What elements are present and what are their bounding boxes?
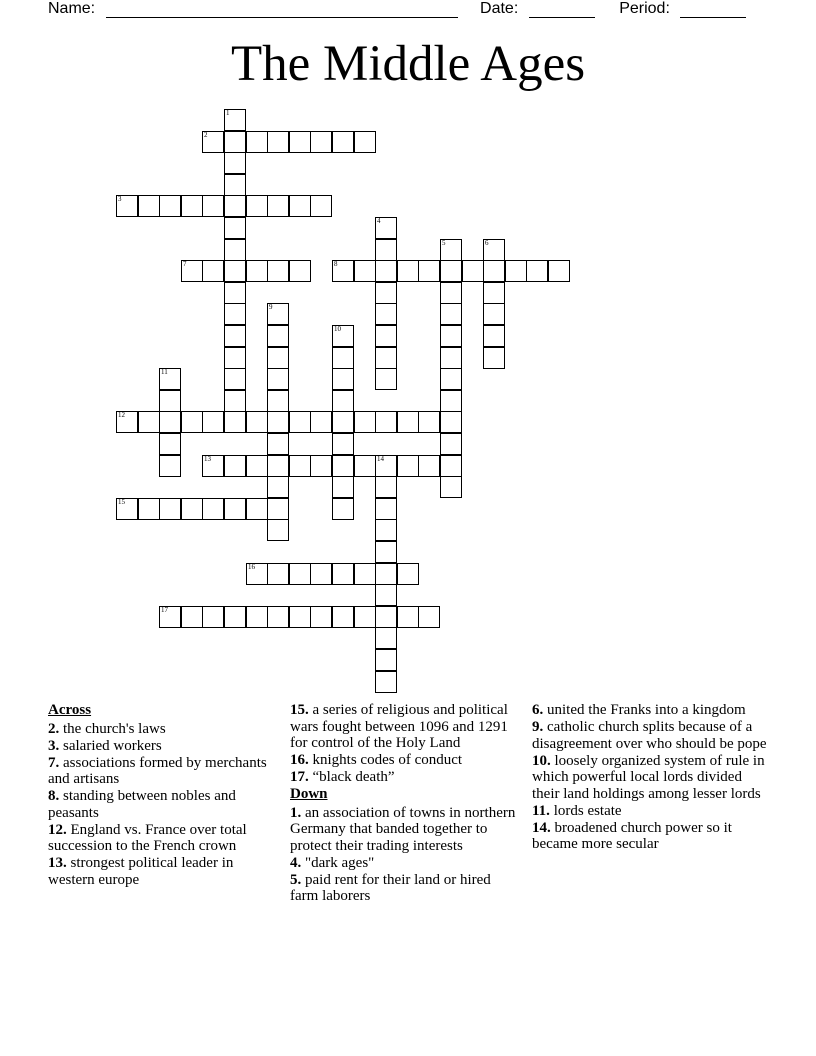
clue-number: 17. — [290, 769, 309, 785]
grid-cell[interactable] — [289, 606, 311, 628]
grid-cell[interactable] — [310, 606, 332, 628]
grid-cell[interactable] — [483, 303, 505, 325]
grid-cell[interactable] — [310, 563, 332, 585]
clue-number: 3. — [48, 737, 60, 754]
grid-cell[interactable] — [224, 174, 246, 196]
name-label: Name: — [48, 0, 96, 17]
grid-cell[interactable] — [440, 390, 462, 412]
grid-cell[interactable] — [267, 498, 289, 520]
grid-cell[interactable] — [483, 282, 505, 304]
grid-cell[interactable] — [440, 303, 462, 325]
grid-cell[interactable] — [332, 260, 354, 282]
clue-number: 10 — [334, 325, 341, 333]
clue-number: 1 — [226, 109, 230, 117]
across-clue — [48, 721, 273, 738]
clue-text: “black death” — [308, 769, 395, 785]
grid-cell[interactable] — [267, 260, 289, 282]
across-clue — [48, 755, 273, 788]
clue-text: knights codes of conduct — [308, 752, 463, 768]
clue-number: 13 — [204, 455, 211, 463]
grid-cell[interactable] — [267, 563, 289, 585]
grid-cell[interactable] — [440, 347, 462, 369]
grid-cell[interactable] — [375, 606, 397, 628]
grid-cell[interactable] — [267, 606, 289, 628]
grid-cell[interactable] — [202, 411, 224, 433]
grid-cell[interactable] — [375, 584, 397, 606]
grid-cell[interactable] — [440, 325, 462, 347]
grid-cell[interactable] — [246, 195, 268, 217]
down-clue — [532, 820, 772, 853]
down-clue — [290, 855, 518, 872]
clue-number: 15 — [118, 498, 125, 506]
clue-number: 7. — [48, 754, 60, 771]
grid-cell[interactable] — [181, 260, 203, 282]
grid-cell[interactable] — [267, 433, 289, 455]
across-clue — [48, 738, 273, 755]
grid-cell[interactable] — [224, 411, 246, 433]
grid-cell[interactable] — [375, 476, 397, 498]
grid-cell[interactable] — [267, 411, 289, 433]
clue-text: England vs. France over total succession to the French crown — [48, 821, 247, 854]
grid-cell[interactable] — [310, 131, 332, 153]
clue-text: associations formed by merchants and artisans — [48, 754, 267, 787]
grid-cell[interactable] — [332, 433, 354, 455]
grid-cell[interactable] — [375, 325, 397, 347]
grid-cell[interactable] — [246, 411, 268, 433]
grid-cell[interactable] — [224, 303, 246, 325]
grid-cell[interactable] — [159, 606, 181, 628]
grid-cell[interactable] — [418, 606, 440, 628]
clue-number: 5 — [442, 239, 446, 247]
grid-cell[interactable] — [138, 411, 160, 433]
clue-text: a series of religious and political wars fought between 1096 and 1291 for control of the Holy Land — [290, 702, 508, 751]
grid-cell[interactable] — [116, 498, 138, 520]
grid-cell[interactable] — [375, 217, 397, 239]
grid-cell[interactable] — [310, 455, 332, 477]
grid-cell[interactable] — [267, 455, 289, 477]
clue-number: 2. — [48, 720, 60, 737]
grid-cell[interactable] — [375, 649, 397, 671]
down-clue — [290, 805, 518, 855]
grid-cell[interactable] — [224, 390, 246, 412]
across-clue — [48, 822, 273, 855]
clue-number: 1. — [290, 804, 302, 821]
grid-cell[interactable] — [440, 411, 462, 433]
grid-cell[interactable] — [224, 325, 246, 347]
period-label: Period: — [619, 0, 670, 17]
across-heading: Across — [48, 702, 92, 718]
down-heading: Down — [290, 786, 328, 802]
clues-column-1 — [48, 702, 273, 889]
grid-cell[interactable] — [289, 260, 311, 282]
clue-number: 16 — [248, 563, 255, 571]
grid-cell[interactable] — [202, 455, 224, 477]
date-label: Date: — [480, 0, 519, 17]
across-clue — [290, 752, 518, 769]
grid-cell[interactable] — [418, 411, 440, 433]
clue-text: united the Franks into a kingdom — [543, 702, 746, 718]
grid-cell[interactable] — [159, 411, 181, 433]
grid-cell[interactable] — [397, 563, 419, 585]
page-title: The Middle Ages — [230, 36, 586, 92]
clue-number: 10. — [532, 752, 551, 769]
grid-cell[interactable] — [332, 455, 354, 477]
grid-cell[interactable] — [246, 563, 268, 585]
grid-cell[interactable] — [354, 455, 376, 477]
grid-cell[interactable] — [246, 131, 268, 153]
clue-number: 2 — [204, 131, 208, 139]
clue-number: 5. — [290, 871, 302, 888]
grid-cell[interactable] — [224, 239, 246, 261]
grid-cell[interactable] — [224, 455, 246, 477]
grid-cell[interactable] — [375, 498, 397, 520]
grid-cell[interactable] — [246, 498, 268, 520]
grid-cell[interactable] — [375, 347, 397, 369]
grid-cell[interactable] — [267, 131, 289, 153]
clue-number: 17 — [161, 606, 168, 614]
clue-text: strongest political leader in western europe — [48, 855, 234, 888]
grid-cell[interactable] — [332, 411, 354, 433]
clue-text: loosely organized system of rule in which powerful local lords divided their land holdings among lesser lords — [532, 752, 765, 802]
clue-number: 6. — [532, 702, 544, 718]
grid-cell[interactable] — [267, 390, 289, 412]
clue-number: 12 — [118, 411, 125, 419]
clue-text: an association of towns in northern Germany that banded together to protect their trading interests — [290, 804, 516, 854]
grid-cell[interactable] — [526, 260, 548, 282]
grid-cell[interactable] — [267, 519, 289, 541]
grid-cell[interactable] — [246, 606, 268, 628]
grid-cell[interactable] — [224, 152, 246, 174]
clue-text: salaried workers — [59, 737, 162, 754]
grid-cell[interactable] — [310, 411, 332, 433]
grid-cell[interactable] — [332, 606, 354, 628]
clue-number: 8 — [334, 260, 338, 268]
clue-text: paid rent for their land or hired farm laborers — [290, 871, 491, 904]
clue-text: the church's laws — [59, 720, 166, 737]
grid-cell[interactable] — [224, 131, 246, 153]
grid-cell[interactable] — [138, 498, 160, 520]
grid-cell[interactable] — [246, 455, 268, 477]
down-clue — [532, 719, 772, 752]
clue-number: 14. — [532, 819, 551, 836]
clue-number: 14 — [377, 455, 384, 463]
grid-cell[interactable] — [267, 195, 289, 217]
grid-cell[interactable] — [267, 368, 289, 390]
down-clue — [290, 872, 518, 905]
grid-cell[interactable] — [224, 282, 246, 304]
grid-cell[interactable] — [397, 455, 419, 477]
grid-cell[interactable] — [332, 347, 354, 369]
clue-number: 11 — [161, 368, 168, 376]
down-clue — [532, 702, 772, 719]
grid-cell[interactable] — [224, 368, 246, 390]
grid-cell[interactable] — [159, 390, 181, 412]
clue-number: 3 — [118, 195, 122, 203]
grid-cell[interactable] — [375, 239, 397, 261]
grid-cell[interactable] — [440, 476, 462, 498]
clue-number: 6 — [485, 239, 489, 247]
grid-cell[interactable] — [375, 563, 397, 585]
grid-cell[interactable] — [375, 541, 397, 563]
grid-cell[interactable] — [202, 606, 224, 628]
grid-cell[interactable] — [224, 109, 246, 131]
grid-cell[interactable] — [267, 347, 289, 369]
grid-cell[interactable] — [159, 433, 181, 455]
down-clue — [532, 753, 772, 803]
grid-cell[interactable] — [159, 368, 181, 390]
clue-text: "dark ages" — [301, 854, 375, 871]
grid-cell[interactable] — [267, 325, 289, 347]
grid-cell[interactable] — [375, 282, 397, 304]
across-clue — [290, 769, 518, 786]
grid-cell[interactable] — [440, 260, 462, 282]
grid-cell[interactable] — [332, 390, 354, 412]
clue-text: standing between nobles and peasants — [48, 788, 236, 821]
clue-number: 9. — [532, 719, 544, 735]
grid-cell[interactable] — [483, 325, 505, 347]
grid-cell[interactable] — [289, 563, 311, 585]
clue-number: 13. — [48, 855, 67, 871]
grid-cell[interactable] — [440, 282, 462, 304]
grid-cell[interactable] — [375, 368, 397, 390]
grid-cell[interactable] — [332, 368, 354, 390]
grid-cell[interactable] — [224, 217, 246, 239]
grid-cell[interactable] — [397, 260, 419, 282]
grid-cell[interactable] — [181, 195, 203, 217]
clue-number: 7 — [183, 260, 187, 268]
grid-cell[interactable] — [440, 368, 462, 390]
grid-cell[interactable] — [375, 671, 397, 693]
grid-cell[interactable] — [246, 260, 268, 282]
clue-number: 16. — [290, 752, 309, 768]
clue-text: catholic church splits because of a disagreement over who should be pope — [532, 719, 767, 752]
grid-cell[interactable] — [159, 195, 181, 217]
grid-cell[interactable] — [138, 195, 160, 217]
clues-column-3 — [532, 702, 772, 853]
grid-cell[interactable] — [375, 260, 397, 282]
grid-cell[interactable] — [224, 260, 246, 282]
grid-cell[interactable] — [440, 433, 462, 455]
grid-cell[interactable] — [202, 131, 224, 153]
clue-number: 4 — [377, 217, 381, 225]
grid-cell[interactable] — [159, 498, 181, 520]
grid-cell[interactable] — [332, 498, 354, 520]
grid-cell[interactable] — [418, 260, 440, 282]
grid-cell[interactable] — [289, 455, 311, 477]
clue-text: lords estate — [549, 802, 622, 819]
grid-cell[interactable] — [354, 563, 376, 585]
clue-number: 15. — [290, 702, 309, 718]
clue-number: 8. — [48, 788, 60, 804]
across-clue — [290, 702, 518, 752]
grid-cell[interactable] — [332, 131, 354, 153]
grid-cell[interactable] — [354, 606, 376, 628]
grid-cell[interactable] — [483, 347, 505, 369]
clue-text: broadened church power so it became more secular — [532, 819, 732, 852]
grid-cell[interactable] — [483, 239, 505, 261]
grid-cell[interactable] — [289, 131, 311, 153]
across-clue — [48, 855, 273, 888]
grid-cell[interactable] — [224, 347, 246, 369]
grid-cell[interactable] — [181, 606, 203, 628]
grid-cell[interactable] — [267, 303, 289, 325]
grid-cell[interactable] — [202, 498, 224, 520]
grid-cell[interactable] — [418, 455, 440, 477]
clue-number: 11. — [532, 802, 550, 819]
grid-cell[interactable] — [548, 260, 570, 282]
grid-cell[interactable] — [310, 195, 332, 217]
down-clue — [532, 803, 772, 820]
grid-cell[interactable] — [332, 476, 354, 498]
grid-cell[interactable] — [440, 455, 462, 477]
grid-cell[interactable] — [375, 455, 397, 477]
grid-cell[interactable] — [354, 411, 376, 433]
clue-number: 4. — [290, 854, 302, 871]
grid-cell[interactable] — [375, 303, 397, 325]
grid-cell[interactable] — [289, 195, 311, 217]
grid-cell[interactable] — [224, 195, 246, 217]
grid-cell[interactable] — [483, 260, 505, 282]
grid-cell[interactable] — [375, 627, 397, 649]
grid-cell[interactable] — [375, 411, 397, 433]
grid-cell[interactable] — [354, 260, 376, 282]
grid-cell[interactable] — [462, 260, 484, 282]
grid-cell[interactable] — [267, 476, 289, 498]
grid-cell[interactable] — [397, 411, 419, 433]
grid-cell[interactable] — [116, 411, 138, 433]
clues-column-2 — [290, 702, 518, 905]
grid-cell[interactable] — [397, 606, 419, 628]
across-clue — [48, 788, 273, 821]
grid-cell[interactable] — [202, 260, 224, 282]
grid-cell[interactable] — [440, 239, 462, 261]
clue-number: 9 — [269, 303, 273, 311]
grid-cell[interactable] — [181, 411, 203, 433]
grid-cell[interactable] — [202, 195, 224, 217]
grid-cell[interactable] — [224, 498, 246, 520]
grid-cell[interactable] — [505, 260, 527, 282]
grid-cell[interactable] — [289, 411, 311, 433]
grid-cell[interactable] — [159, 455, 181, 477]
grid-cell[interactable] — [354, 131, 376, 153]
grid-cell[interactable] — [332, 325, 354, 347]
clue-number: 12. — [48, 821, 67, 838]
grid-cell[interactable] — [116, 195, 138, 217]
grid-cell[interactable] — [181, 498, 203, 520]
grid-cell[interactable] — [375, 519, 397, 541]
grid-cell[interactable] — [224, 606, 246, 628]
grid-cell[interactable] — [332, 563, 354, 585]
